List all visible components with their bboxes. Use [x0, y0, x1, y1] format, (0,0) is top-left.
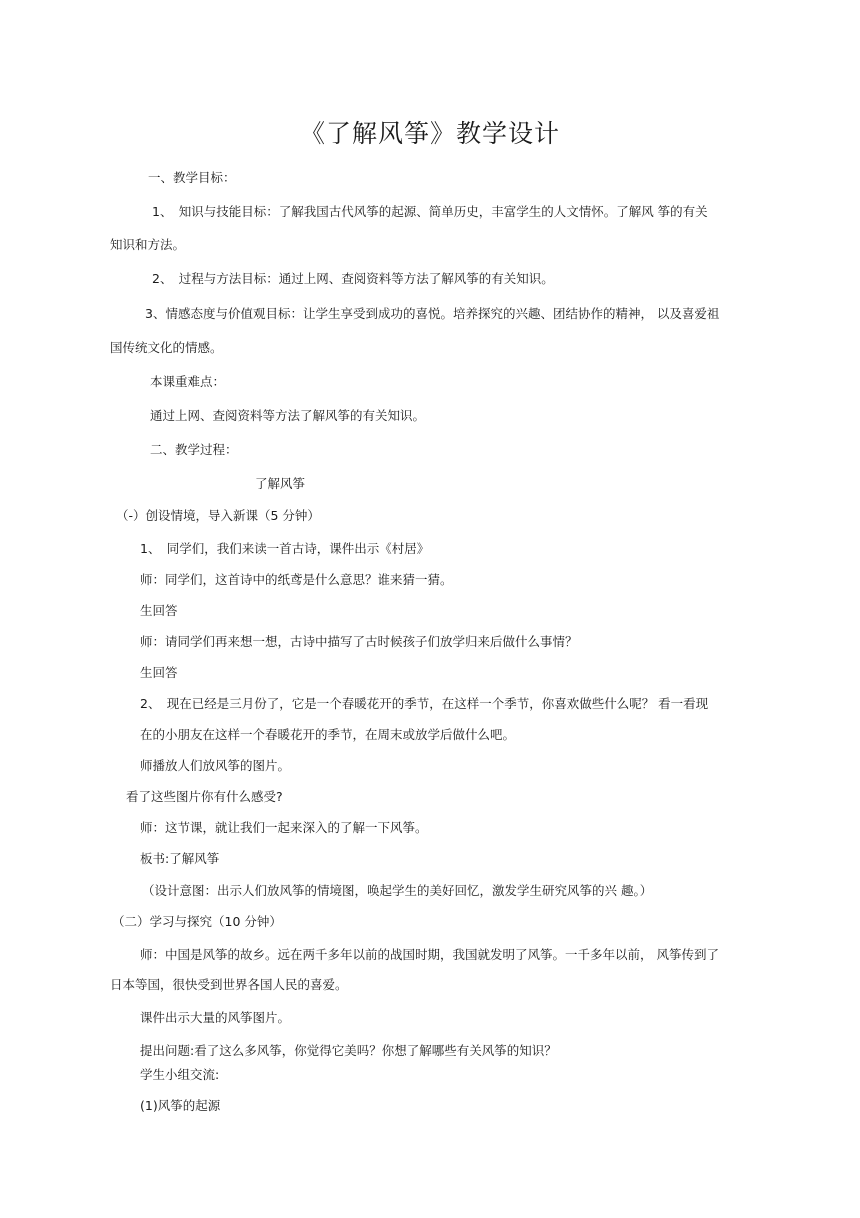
- paragraph-line: 生回答: [140, 603, 178, 618]
- section-heading-key-points: 本课重难点：: [150, 374, 226, 389]
- paragraph-line: 在的小朋友在这样一个春暖花开的季节，在周末或放学后做什么吧。: [140, 727, 516, 742]
- paragraph-line: 师播放人们放风筝的图片。: [140, 758, 291, 773]
- paragraph-line: 通过上网、查阅资料等方法了解风筝的有关知识。: [150, 408, 426, 423]
- paragraph-line: 知识和方法。: [110, 237, 186, 252]
- paragraph-line: 2、 过程与方法目标：通过上网、查阅资料等方法了解风筝的有关知识。: [152, 271, 554, 286]
- design-intent-note: （设计意图：出示人们放风筝的情境图，唤起学生的美好回忆，激发学生研究风筝的兴 趣。）: [142, 883, 653, 898]
- paragraph-line: 1、 同学们，我们来读一首古诗，课件出示《村居》: [140, 541, 430, 556]
- list-item: (1)风筝的起源: [140, 1098, 221, 1113]
- paragraph-line: 提出问题:看了这么多风筝，你觉得它美吗？你想了解哪些有关风筝的知识？: [140, 1043, 557, 1058]
- paragraph-line: 国传统文化的情感。: [110, 340, 223, 355]
- subsection-heading: （二）学习与探究（10 分钟）: [112, 914, 282, 929]
- subtitle: 了解风筝: [255, 476, 306, 491]
- paragraph-line: 看了这些图片你有什么感受?: [126, 789, 283, 804]
- paragraph-line: 师：这节课，就让我们一起来深入的了解一下风筝。: [140, 820, 428, 835]
- paragraph-line: 师：同学们，这首诗中的纸鸢是什么意思？谁来猜一猜。: [140, 572, 453, 587]
- paragraph-line: 2、 现在已经是三月份了，它是一个春暖花开的季节，在这样一个季节，你喜欢做些什么呢？ 看一看现: [140, 696, 709, 711]
- paragraph-line: 1、 知识与技能目标：了解我国古代风筝的起源、简单历史，丰富学生的人文情怀。了解风 筝的有关: [152, 204, 708, 219]
- paragraph-line: 生回答: [140, 665, 178, 680]
- section-heading-process: 二、教学过程：: [150, 442, 238, 457]
- paragraph-line: 日本等国，很快受到世界各国人民的喜爱。: [110, 977, 348, 992]
- paragraph-line: 板书:了解风筝: [140, 851, 220, 866]
- subsection-heading: （-）创设情境，导入新课（5 分钟）: [116, 508, 320, 523]
- section-heading-objectives: 一、教学目标：: [148, 170, 236, 185]
- paragraph-line: 课件出示大量的风筝图片。: [140, 1010, 291, 1025]
- paragraph-line: 师：中国是风筝的故乡。远在两千多年以前的战国时期，我国就发明了风筝。一千多年以前， 风筝传到了: [140, 947, 719, 962]
- document-title: 《了解风筝》教学设计: [299, 119, 560, 148]
- paragraph-line: 师：请同学们再来想一想，古诗中描写了古时候孩子们放学归来后做什么事情？: [140, 634, 578, 649]
- paragraph-line: 学生小组交流:: [140, 1067, 220, 1082]
- paragraph-line: 3、情感态度与价值观目标：让学生享受到成功的喜悦。培养探究的兴趣、团结协作的精神， 以及喜爱祖: [145, 306, 720, 321]
